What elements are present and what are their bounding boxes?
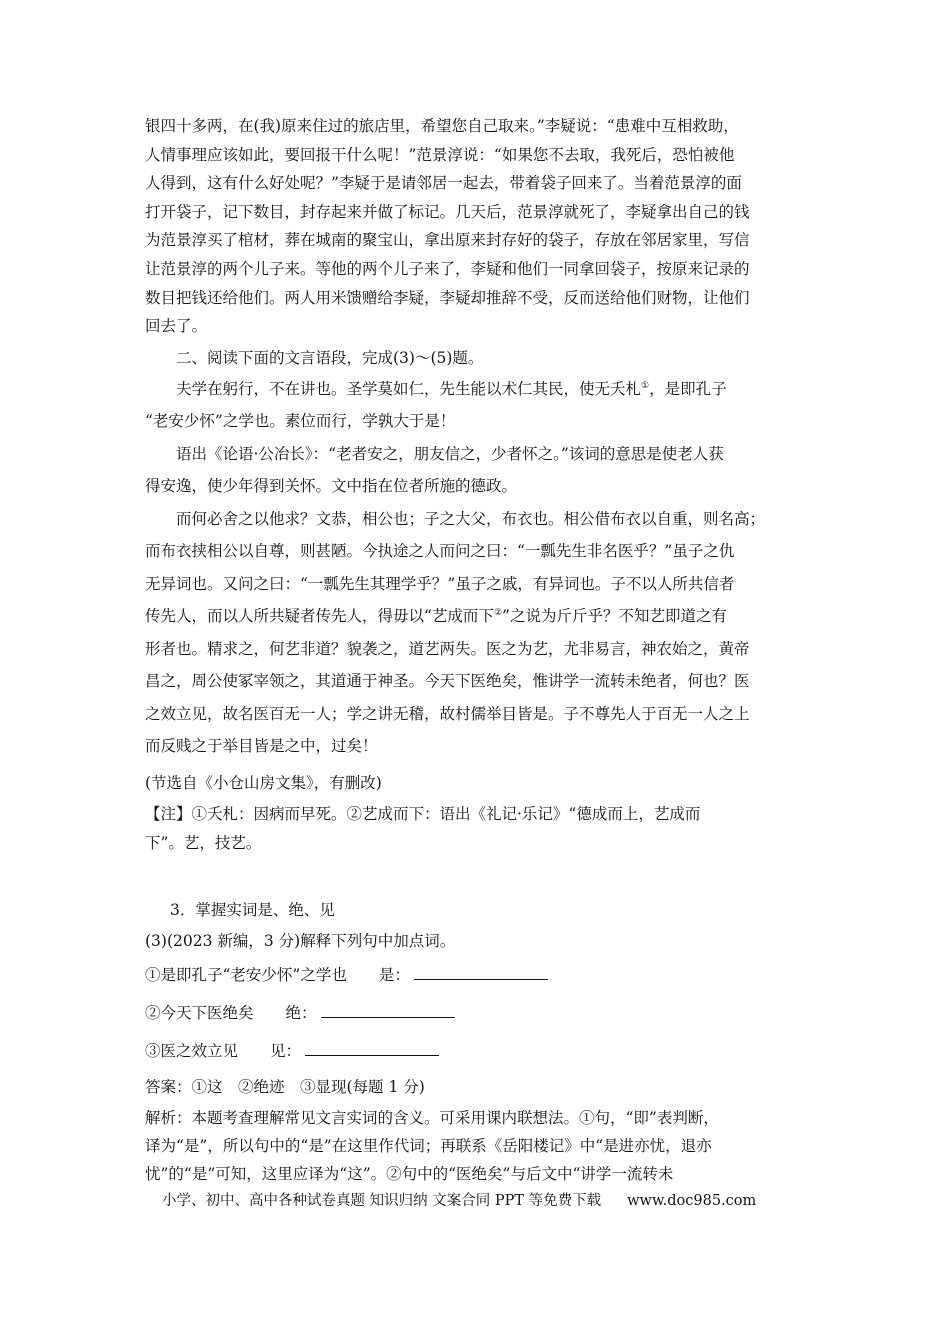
footnote-mark: ① — [641, 380, 650, 391]
passage-line — [145, 600, 810, 633]
footnotes — [145, 800, 810, 858]
note-line: 【注】①夭札：因病而早死。②艺成而下：语出《礼记·乐记》“德成而上，艺成而 — [145, 804, 701, 823]
text-line: 银四十多两，在(我)原来住过的旅店里，希望您自己取来。”李疑说：“患难中互相救助， — [145, 117, 739, 135]
text-line: 人得到，这有什么好处呢？”李疑于是请邻居一起去，带着袋子回来了。当着范景淳的面 — [145, 174, 742, 193]
classical-passage — [145, 373, 810, 763]
passage-line: “老安少怀”之学也。素位而行，学孰大于是！ — [145, 412, 456, 431]
analysis-line: 忧”的“是”可知，这里应译为“这”。②句中的“医绝矣”与后文中“讲学一流转未 — [145, 1164, 674, 1183]
passage-line: 昌之，周公使冢宰领之，其道通于神圣。今天下医绝矣，惟讲学一流转未绝者，何也？医 — [145, 672, 750, 691]
footer-site-link[interactable]: www.doc985.com — [627, 1193, 757, 1209]
item-sentence: ③医之效立见 — [145, 1041, 239, 1060]
answer-blank[interactable] — [414, 978, 548, 980]
question-item — [145, 957, 810, 994]
translation-continuation — [145, 112, 810, 341]
item-word: 见： — [270, 1041, 302, 1060]
analysis-line: 译为“是”，所以句中的“是”在这里作代词；再联系《岳阳楼记》中“是进亦忧，退亦 — [145, 1136, 712, 1155]
section-heading: 二、阅读下面的文言语段，完成(3)～(5)题。 — [176, 348, 484, 367]
source-citation: (节选自《小仓山房文集》，有删改) — [145, 773, 382, 792]
passage-line: 而布衣挟相公以自尊，则甚陋。今执途之人而问之曰：“一瓢先生非名医乎？”虽子之仇 — [145, 542, 735, 561]
passage-line: 形者也。精求之，何艺非道？貌袭之，道艺两失。医之为艺，尤非易言，神农始之，黄帝 — [145, 639, 750, 658]
passage-text: ”之说为斤斤乎？不知艺即道之有 — [502, 607, 727, 626]
question-subtitle: (3)(2023 新编，3 分)解释下列句中加点词。 — [145, 931, 456, 950]
passage-line: 之效立见，故名医百无一人；学之讲无稽，故村儒举目皆是。子不尊先人于百无一人之上 — [145, 704, 750, 723]
text-line: 数目把钱还给他们。两人用米馈赠给李疑，李疑却推辞不受，反而送给他们财物，让他们 — [145, 288, 750, 307]
passage-line: 语出《论语·公冶长》：“老者安之，朋友信之，少者怀之。”该词的意思是使老人获 — [176, 444, 724, 463]
passage-line: 而反贱之于举目皆是之中，过矣！ — [145, 737, 378, 756]
note-line: 下”。艺，技艺。 — [145, 833, 262, 852]
passage-text: ，是即孔子 — [649, 379, 727, 398]
item-sentence: ②今天下医绝矣 — [145, 1003, 254, 1022]
passage-line: 无异词也。又问之曰：“一瓢先生其理学乎？”虽子之戚，有异词也。子不以人所共信者 — [145, 574, 735, 593]
footnote-mark: ② — [493, 608, 503, 619]
analysis — [145, 1104, 810, 1188]
passage-line: 而何必舍之以他求？文恭，相公也；子之大父，布衣也。相公借布衣以自重，则名高； — [176, 509, 766, 528]
passage-line: 得安逸，使少年得到关怀。文中指在位者所施的德政。 — [145, 477, 518, 496]
text-line: 为范景淳买了棺材，葬在城南的聚宝山，拿出原来封存好的袋子，存放在邻居家里，写信 — [145, 231, 750, 250]
question-item — [145, 1033, 810, 1070]
answer-blank[interactable] — [305, 1054, 439, 1056]
item-word: 绝： — [285, 1003, 317, 1022]
passage-text: 传先人，而以人所共疑者传先人，得毋以“艺成而下 — [145, 607, 494, 626]
analysis-line: 解析：本题考查理解常见文言实词的含义。可采用课内联想法。①句，“即”表判断， — [145, 1108, 719, 1127]
item-word: 是： — [378, 965, 410, 984]
question-title: 3．掌握实词是、绝、见 — [170, 900, 335, 919]
answer-blank[interactable] — [321, 1016, 455, 1018]
passage-text: 夫学在躬行，不在讲也。圣学莫如仁，先生能以术仁其民，使无夭札 — [176, 379, 642, 398]
text-line: 让范景淳的两个儿子来。等他的两个儿子来了，李疑和他们一同拿回袋子，按原来记录的 — [145, 259, 750, 278]
answer-line: 答案：①这 ②绝迹 ③显现(每题 1 分) — [145, 1077, 425, 1096]
page-content — [145, 112, 810, 1188]
footer-text: 小学、初中、高中各种试卷真题 知识归纳 文案合同 PPT 等免费下载 — [162, 1193, 602, 1209]
page-footer — [162, 1190, 862, 1212]
text-line: 打开袋子，记下数目，封存起来并做了标记。几天后，范景淳就死了，李疑拿出自己的钱 — [145, 202, 750, 221]
question-item — [145, 995, 810, 1032]
text-line: 人情事理应该如此，要回报干什么呢！”范景淳说：“如果您不去取，我死后，恐怕被他 — [145, 145, 735, 164]
item-sentence: ①是即孔子“老安少怀”之学也 — [145, 965, 347, 984]
passage-line — [145, 373, 810, 406]
text-line: 回去了。 — [145, 317, 208, 336]
